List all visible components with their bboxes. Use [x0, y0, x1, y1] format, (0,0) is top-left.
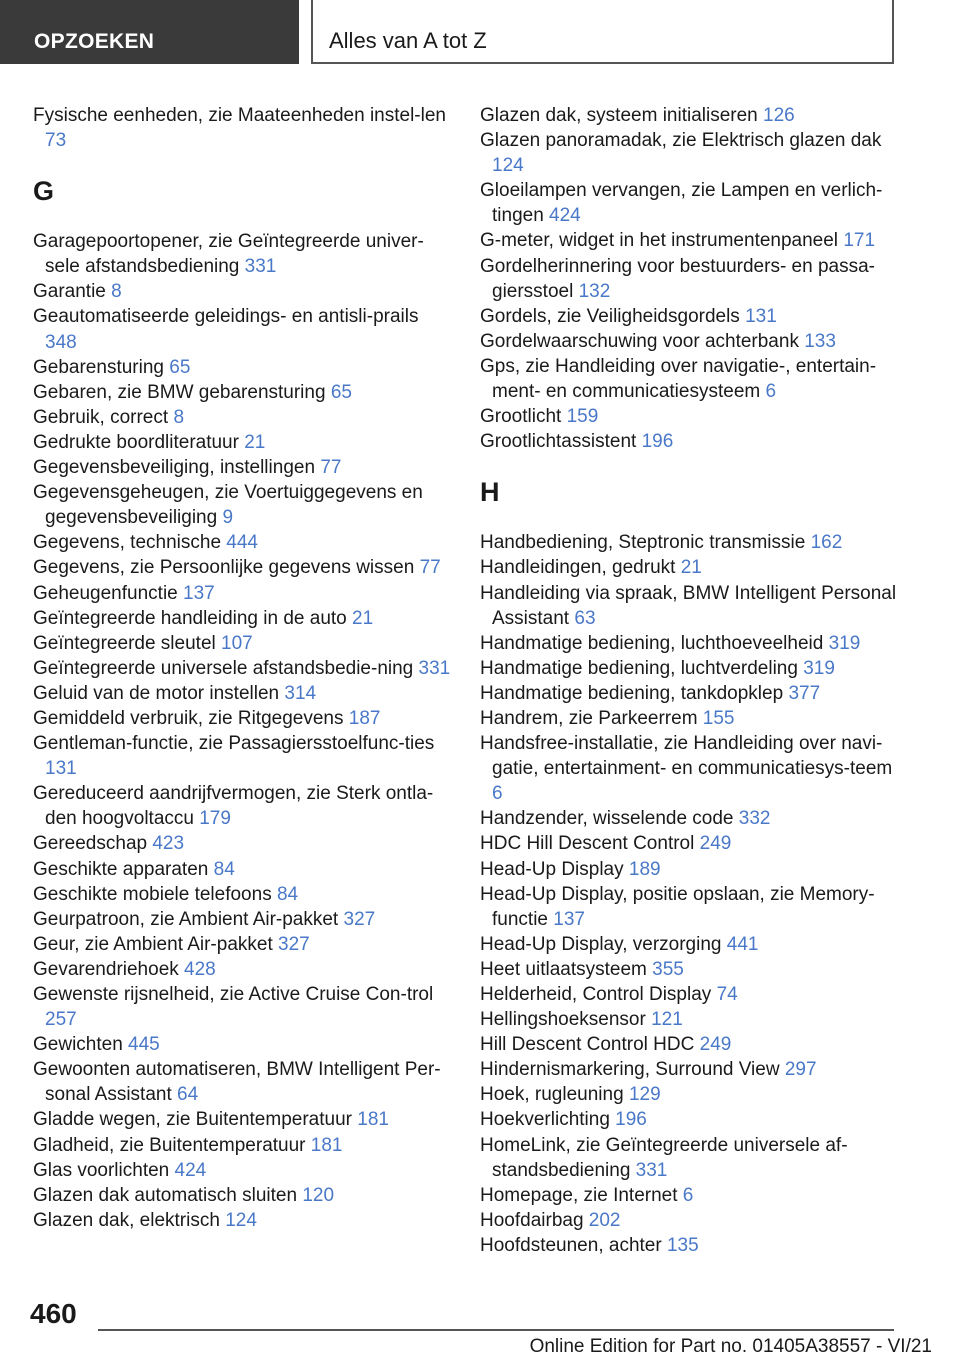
index-page-link[interactable]: 21: [244, 431, 266, 453]
index-page-link[interactable]: 355: [652, 958, 684, 980]
index-entry-text: Head-Up Display, verzorging: [480, 933, 727, 955]
index-page-link[interactable]: 181: [357, 1109, 389, 1131]
index-entry-text: Hoofdsteunen, achter: [480, 1234, 667, 1256]
index-entry-text: Gebarensturing: [33, 356, 170, 378]
index-page-link[interactable]: 63: [574, 607, 596, 629]
index-entry-text: Hoek, rugleuning: [480, 1084, 629, 1106]
index-entry: [33, 1208, 451, 1233]
index-page-link[interactable]: 331: [244, 256, 277, 278]
index-entry: [480, 1082, 900, 1107]
index-entry: [33, 103, 451, 153]
index-page-link[interactable]: 124: [492, 155, 524, 177]
index-entry-text: Geurpatroon, zie Ambient Air-pakket: [33, 908, 344, 930]
index-page-link[interactable]: 129: [628, 1084, 661, 1106]
index-entry: [480, 681, 900, 706]
index-entry: [480, 982, 900, 1007]
index-entry: [480, 581, 900, 631]
index-entry-text: Gordels, zie Veiligheidsgordels: [480, 305, 746, 327]
index-page-link[interactable]: 196: [615, 1109, 647, 1131]
index-entry: [33, 279, 451, 304]
index-entry: [480, 530, 900, 555]
index-entry: [33, 982, 451, 1032]
index-entry-text: Hoofdairbag: [480, 1209, 589, 1231]
index-entry: [33, 1107, 451, 1132]
index-entry: [33, 1158, 451, 1183]
index-page-link[interactable]: 348: [45, 331, 77, 353]
index-entry-text: Handrem, zie Parkeerrem: [480, 707, 703, 729]
index-entry-text: Head-Up Display, positie opslaan, zie Memory-functie: [480, 883, 875, 930]
index-page-link[interactable]: 131: [45, 758, 77, 780]
index-entry: [33, 932, 451, 957]
index-column-right: [480, 103, 900, 1258]
index-entry-text: Gereedschap: [33, 833, 153, 855]
index-entry-text: Gewichten: [33, 1034, 129, 1056]
index-entry: [33, 656, 451, 681]
index-entry: [33, 581, 451, 606]
index-entry: [33, 907, 451, 932]
index-entry-text: Gereduceerd aandrijfvermogen, zie Sterk ontla-den hoogvoltaccu: [33, 783, 434, 830]
index-page-link[interactable]: 297: [784, 1059, 817, 1081]
index-page-link[interactable]: 377: [788, 682, 821, 704]
index-entry: [480, 404, 900, 429]
index-page-link[interactable]: 424: [549, 205, 581, 227]
index-entry: [480, 706, 900, 731]
index-entry: [480, 354, 900, 404]
index-page-link[interactable]: 133: [804, 330, 836, 352]
index-entry-text: Gloeilampen vervangen, zie Lampen en verlich-tingen: [480, 180, 883, 227]
index-entry: [33, 555, 451, 580]
index-page-link[interactable]: 84: [276, 883, 299, 905]
index-page-link[interactable]: 171: [843, 230, 876, 252]
index-page-link[interactable]: 124: [225, 1209, 257, 1231]
index-entry-text: Glazen dak, elektrisch: [33, 1209, 226, 1231]
index-page-link[interactable]: 319: [803, 657, 835, 679]
index-entry: [480, 128, 900, 178]
index-entry-text: Handleidingen, gedrukt: [480, 557, 681, 579]
index-entry-text: Handleiding via spraak, BMW Intelligent Personal Assistant: [480, 582, 897, 629]
index-entry: [33, 380, 451, 405]
index-entry-text: Gegevensbeveiliging, instellingen: [33, 457, 321, 479]
index-page-link[interactable]: 332: [738, 808, 771, 830]
index-entry-text: Grootlicht: [480, 406, 567, 428]
index-page-link[interactable]: 189: [628, 858, 661, 880]
index-entry-text: Gps, zie Handleiding over navigatie-, entertain-ment- en communicatiesysteem: [480, 355, 877, 403]
index-page-link[interactable]: 6: [682, 1184, 694, 1206]
index-entry-text: Geïntegreerde sleutel: [33, 632, 222, 654]
index-entry: [33, 455, 451, 480]
index-entry-text: Hill Descent Control HDC: [480, 1034, 700, 1056]
index-entry: [480, 1133, 900, 1183]
index-entry: [33, 304, 451, 354]
index-entry-text: Gebaren, zie BMW gebarensturing: [33, 381, 331, 403]
index-entry: [480, 329, 900, 354]
index-entry: [33, 1057, 451, 1107]
index-entry-text: Handsfree-installatie, zie Handleiding over navi-gatie, entertainment- en communicatiesys-teem: [480, 733, 893, 780]
index-letter-heading: H: [480, 477, 500, 508]
index-entry-text: Gladde wegen, zie Buitentemperatuur: [33, 1109, 358, 1131]
index-entry: [480, 957, 900, 982]
index-entry-text: Glazen dak, systeem initialiseren: [480, 105, 764, 126]
index-entry-text: Geschikte apparaten: [33, 858, 214, 880]
index-entry-text: Gemiddeld verbruik, zie Ritgegevens: [33, 707, 349, 729]
index-page-link[interactable]: 187: [348, 707, 381, 729]
index-entry: [33, 781, 451, 831]
index-page-link[interactable]: 77: [320, 457, 342, 479]
index-page-link[interactable]: 444: [226, 532, 258, 554]
index-page-link[interactable]: 423: [152, 833, 185, 855]
index-entry-text: Hoekverlichting: [480, 1109, 616, 1131]
index-entry: [33, 1032, 451, 1057]
index-page-link[interactable]: 132: [578, 280, 611, 302]
index-entry: [480, 1007, 900, 1032]
index-page-link[interactable]: 314: [284, 682, 317, 704]
index-entry: [33, 229, 451, 279]
index-entry-text: Head-Up Display: [480, 858, 629, 880]
index-page-link[interactable]: 179: [199, 808, 231, 830]
index-entry: [480, 1183, 900, 1208]
index-page-link[interactable]: 131: [745, 305, 777, 327]
index-entry: [33, 857, 451, 882]
index-page-link[interactable]: 319: [828, 632, 861, 654]
index-entry-text: Geheugenfunctie: [33, 582, 184, 604]
index-entry-text: G-meter, widget in het instrumentenpaneel: [480, 230, 844, 252]
index-entry: [480, 1032, 900, 1057]
index-entry: [33, 731, 451, 781]
index-entry: [33, 405, 451, 430]
index-entry-text: Gentleman-functie, zie Passagiersstoelfunc-ties: [33, 733, 435, 755]
index-entry-text: Gewenste rijsnelheid, zie Active Cruise Con-trol: [33, 984, 434, 1005]
index-entry-text: Homepage, zie Internet: [480, 1184, 683, 1206]
index-entry-text: Gegevens, technische: [33, 532, 227, 554]
index-entry-text: Geïntegreerde handleiding in de auto: [33, 607, 353, 629]
index-entry-text: Gebruik, correct: [33, 406, 174, 428]
index-column-left: [33, 103, 451, 1233]
index-entry: [480, 555, 900, 580]
index-page-link[interactable]: 65: [169, 356, 191, 378]
section-label: OPZOEKEN: [34, 30, 155, 53]
index-page-link[interactable]: 441: [726, 933, 759, 955]
index-page-link[interactable]: 155: [702, 707, 735, 729]
index-entry-text: Glazen dak automatisch sluiten: [33, 1184, 303, 1206]
index-entry-text: Garantie: [33, 281, 112, 303]
index-entry-text: Glas voorlichten: [33, 1159, 175, 1181]
index-entry: [33, 355, 451, 380]
index-page-link[interactable]: 196: [641, 431, 674, 453]
index-entry: [33, 530, 451, 555]
index-entry-text: Gegevens, zie Persoonlijke gegevens wissen: [33, 557, 420, 579]
index-entry: [33, 706, 451, 731]
index-page-link[interactable]: 257: [45, 1009, 77, 1031]
index-page-link[interactable]: 21: [680, 557, 702, 579]
index-entry: [480, 103, 900, 128]
index-page-link[interactable]: 428: [184, 958, 216, 980]
index-entry-text: Grootlichtassistent: [480, 431, 642, 453]
index-entry: [480, 631, 900, 656]
index-page-link[interactable]: 84: [213, 858, 235, 880]
index-entry-text: Helderheid, Control Display: [480, 984, 717, 1005]
index-page-link[interactable]: 249: [699, 1034, 732, 1056]
index-entry-text: Fysische eenheden, zie Maateenheden instel-len: [33, 105, 446, 126]
index-page-link[interactable]: 6: [492, 783, 503, 805]
index-entry: [33, 631, 451, 656]
index-entry-text: Gordelherinnering voor bestuurders- en passa-giersstoel: [480, 255, 875, 302]
index-entry-text: Gordelwaarschuwing voor achterbank: [480, 330, 805, 352]
index-page-link[interactable]: 249: [699, 833, 732, 855]
index-entry: [480, 304, 900, 329]
index-letter-heading: G: [33, 176, 55, 207]
index-page-link[interactable]: 120: [302, 1184, 335, 1206]
index-page-link[interactable]: 65: [330, 381, 352, 403]
index-page-link[interactable]: 126: [763, 105, 795, 126]
section-tab: [0, 0, 299, 64]
index-entry: [480, 178, 900, 228]
index-entry: [480, 254, 900, 304]
index-entry: [480, 882, 900, 932]
index-page-link[interactable]: 202: [588, 1209, 621, 1231]
index-entry: [480, 1233, 900, 1258]
page-number: 460: [30, 1298, 77, 1329]
header-title-box: [311, 0, 894, 64]
index-entry-text: Geautomatiseerde geleidings- en antisli-prails: [33, 306, 419, 328]
index-entry-text: Garagepoortopener, zie Geïntegreerde univer-sele afstandsbediening: [33, 231, 424, 278]
index-page-link[interactable]: 107: [221, 632, 253, 654]
index-entry: [480, 1107, 900, 1132]
index-entry: [480, 731, 900, 806]
index-entry: [33, 681, 451, 706]
index-entry: [33, 882, 451, 907]
index-entry: [33, 480, 451, 530]
index-page-link[interactable]: 327: [343, 908, 376, 930]
index-entry: [33, 1183, 451, 1208]
index-page-link[interactable]: 181: [310, 1134, 343, 1156]
index-entry: [33, 606, 451, 631]
index-entry-text: Hellingshoeksensor: [480, 1009, 652, 1031]
index-entry: [480, 806, 900, 831]
index-page-link[interactable]: 327: [278, 933, 310, 955]
index-page-link[interactable]: 135: [666, 1234, 699, 1256]
index-entry-text: Glazen panoramadak, zie Elektrisch glazen dak: [480, 130, 882, 152]
index-page-link[interactable]: 424: [174, 1159, 207, 1181]
index-entry: [33, 430, 451, 455]
index-entry: [480, 1208, 900, 1233]
index-page-link[interactable]: 64: [177, 1084, 199, 1106]
index-entry-text: Handzender, wisselende code: [480, 808, 739, 830]
index-page-link[interactable]: 331: [418, 657, 451, 679]
index-page-link[interactable]: 21: [352, 607, 374, 629]
index-entry-text: Geluid van de motor instellen: [33, 682, 285, 704]
index-entry-text: Handbediening, Steptronic transmissie: [480, 532, 811, 554]
index-entry-text: Heet uitlaatsysteem: [480, 958, 653, 980]
index-entry: [33, 831, 451, 856]
index-page-link[interactable]: 137: [183, 582, 215, 604]
index-page-link[interactable]: 159: [566, 406, 599, 428]
index-page-link[interactable]: 162: [810, 532, 843, 554]
index-entry: [480, 228, 900, 253]
index-entry: [480, 1057, 900, 1082]
index-entry-text: Handmatige bediening, tankdopklep: [480, 682, 789, 704]
index-entry-text: Handmatige bediening, luchthoeveelheid: [480, 632, 829, 654]
index-entry: [480, 932, 900, 957]
index-entry: [480, 857, 900, 882]
index-page-link[interactable]: 74: [716, 984, 738, 1005]
index-entry-text: Gladheid, zie Buitentemperatuur: [33, 1134, 311, 1156]
index-entry-text: Gegevensgeheugen, zie Voertuiggegevens en gegevensbeveiliging: [33, 482, 423, 529]
index-entry-text: Gedrukte boordliteratuur: [33, 431, 245, 453]
index-page-link[interactable]: 73: [45, 130, 67, 152]
index-page-link[interactable]: 121: [651, 1009, 683, 1031]
index-page-link[interactable]: 6: [765, 381, 777, 403]
index-page-link[interactable]: 9: [222, 507, 234, 529]
footer-divider: [98, 1329, 894, 1331]
index-entry: [480, 429, 900, 454]
page-title: Alles van A tot Z: [329, 28, 487, 53]
index-entry-text: Gewoonten automatiseren, BMW Intelligent Per-sonal Assistant: [33, 1059, 441, 1106]
footer-edition: Online Edition for Part no. 01405A38557 - VI/21: [529, 1336, 932, 1357]
index-page-link[interactable]: 8: [111, 281, 122, 303]
index-entry: [33, 1133, 451, 1158]
index-page-link[interactable]: 445: [128, 1034, 160, 1056]
index-entry-text: Hindernismarkering, Surround View: [480, 1059, 785, 1081]
index-entry-text: Handmatige bediening, luchtverdeling: [480, 657, 804, 679]
index-page-link[interactable]: 8: [173, 406, 185, 428]
index-entry-text: Geur, zie Ambient Air-pakket: [33, 933, 279, 955]
index-entry-text: HomeLink, zie Geïntegreerde universele af-standsbediening: [480, 1134, 848, 1181]
index-entry: [480, 831, 900, 856]
index-entry-text: Geschikte mobiele telefoons: [33, 883, 277, 905]
index-page-link[interactable]: 77: [419, 557, 441, 579]
index-entry-text: Geïntegreerde universele afstandsbedie-ning: [33, 657, 419, 679]
index-entry-text: Gevarendriehoek: [33, 958, 185, 980]
index-entry: [480, 656, 900, 681]
index-page-link[interactable]: 137: [553, 908, 585, 930]
index-entry: [33, 957, 451, 982]
index-page-link[interactable]: 331: [635, 1159, 668, 1181]
index-entry-text: HDC Hill Descent Control: [480, 833, 700, 855]
